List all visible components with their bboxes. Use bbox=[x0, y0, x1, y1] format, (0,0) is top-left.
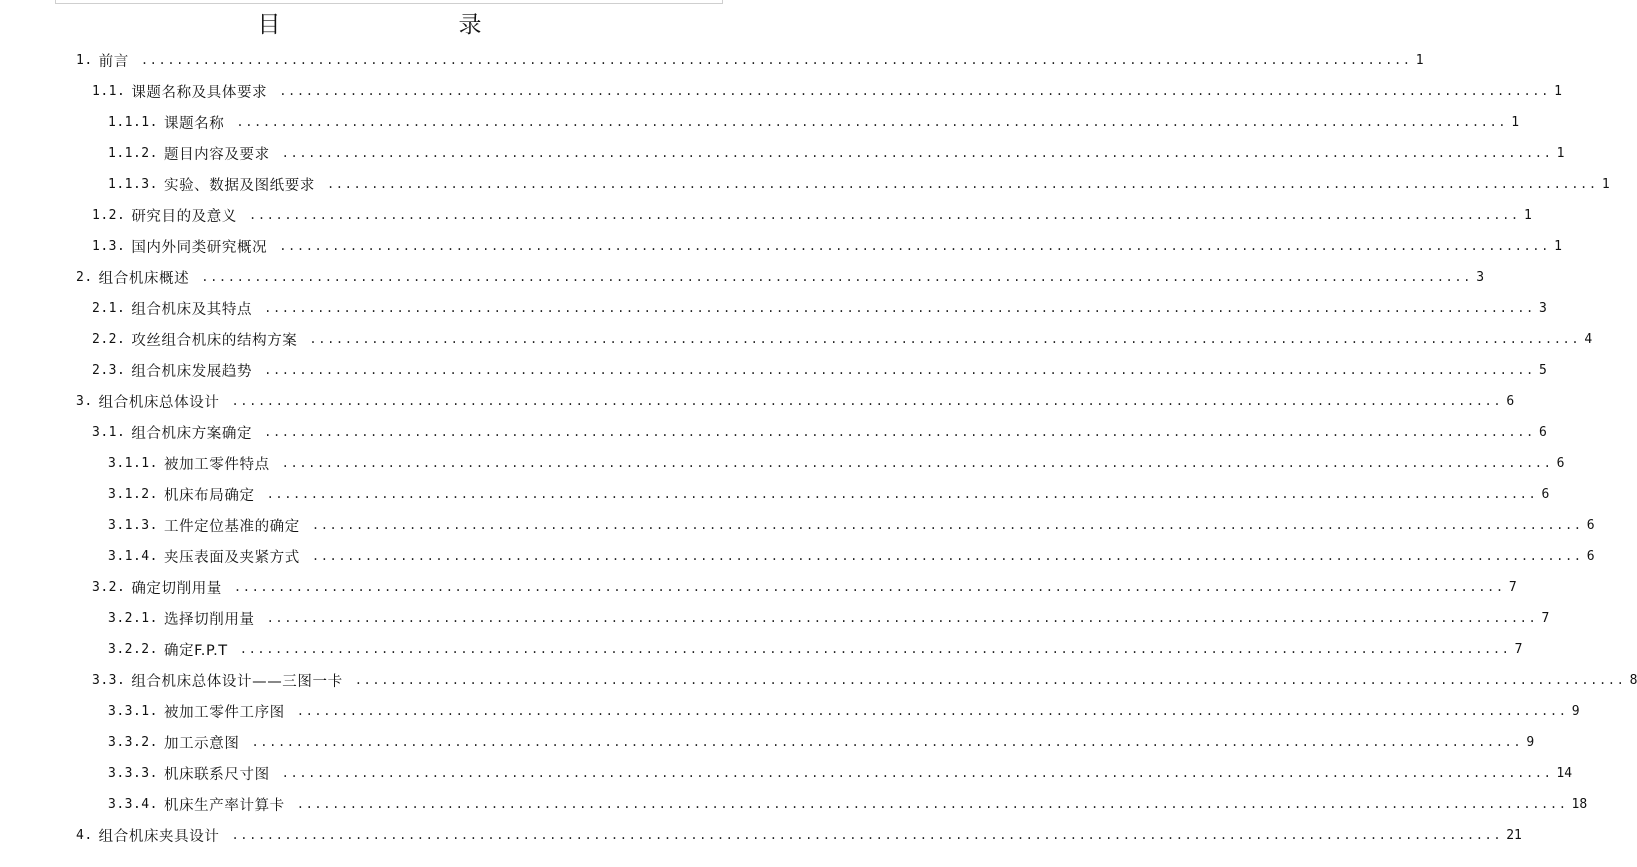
toc-entry-page-number: 6 bbox=[1586, 549, 1595, 564]
toc-entry-page-number: 6 bbox=[1539, 425, 1547, 440]
toc-entry[interactable] bbox=[76, 262, 1485, 293]
toc-leader-dots: ................................................................................................................................................ bbox=[296, 797, 1568, 811]
toc-entry-label: 研究目的及意义 bbox=[131, 209, 238, 225]
toc-entry-page-number: 3 bbox=[1539, 301, 1547, 316]
toc-entry-page-number: 6 bbox=[1506, 394, 1515, 409]
toc-entry-label: 机床联系尺寸图 bbox=[163, 767, 270, 783]
toc-entry-label: 组合机床总体设计 bbox=[98, 395, 220, 411]
toc-entry-number: 3.1. bbox=[92, 425, 126, 440]
toc-entry-number: 3.1.4. bbox=[108, 549, 158, 564]
toc-entry-page-number: 5 bbox=[1539, 363, 1547, 378]
toc-leader-dots: ................................................................................................................................................ bbox=[236, 115, 1508, 129]
toc-entry-number: 1. bbox=[76, 53, 93, 68]
toc-leader-dots: ................................................................................................................................................ bbox=[231, 828, 1503, 842]
toc-entry-number: 1.1.1. bbox=[108, 115, 158, 130]
toc-leader-dots: ................................................................................................................................................ bbox=[233, 580, 1505, 594]
toc-entry[interactable] bbox=[108, 510, 1595, 541]
toc-leader-dots: ................................................................................................................................................ bbox=[231, 394, 1503, 408]
toc-entry-label: 组合机床概述 bbox=[98, 271, 190, 287]
toc-entry-number: 3.3.3. bbox=[108, 766, 158, 781]
toc-entry-label: 组合机床方案确定 bbox=[131, 426, 253, 442]
toc-entry[interactable] bbox=[92, 76, 1562, 107]
toc-entry-number: 1.1.2. bbox=[108, 146, 158, 161]
toc-leader-dots: ................................................................................................................................................ bbox=[279, 84, 1550, 98]
toc-entry[interactable] bbox=[108, 479, 1550, 510]
toc-entry-number: 3.3.1. bbox=[108, 704, 158, 719]
toc-leader-dots: ................................................................................................................................................ bbox=[279, 239, 1550, 253]
toc-entry-page-number: 7 bbox=[1541, 611, 1550, 626]
toc-entry-number: 2.3. bbox=[92, 363, 126, 378]
toc-entry-page-number: 1 bbox=[1554, 239, 1562, 254]
page-corner-mark-right bbox=[722, 0, 723, 4]
toc-entry-number: 3.2.2. bbox=[108, 642, 158, 657]
toc-entry[interactable] bbox=[108, 541, 1595, 572]
toc-entry-page-number: 1 bbox=[1601, 177, 1610, 192]
toc-entry-number: 2. bbox=[76, 270, 93, 285]
toc-entry-label: 被加工零件工序图 bbox=[163, 705, 285, 721]
toc-entry-page-number: 9 bbox=[1526, 735, 1535, 750]
toc-leader-dots: ................................................................................................................................................ bbox=[251, 735, 1523, 749]
toc-entry[interactable] bbox=[92, 324, 1593, 355]
toc-leader-dots: ................................................................................................................................................ bbox=[311, 518, 1583, 532]
toc-entry-page-number: 1 bbox=[1523, 208, 1532, 223]
toc-entry-page-number: 14 bbox=[1556, 766, 1573, 781]
toc-leader-dots: ................................................................................................................................................ bbox=[266, 487, 1538, 501]
toc-entry-label: 加工示意图 bbox=[163, 736, 240, 752]
toc-entry-number: 3.3.4. bbox=[108, 797, 158, 812]
toc-entry-page-number: 1 bbox=[1415, 53, 1424, 68]
toc-entry[interactable] bbox=[108, 448, 1565, 479]
toc-leader-dots: ................................................................................................................................................ bbox=[296, 704, 1568, 718]
toc-entry-number: 3.2.1. bbox=[108, 611, 158, 626]
toc-entry[interactable] bbox=[76, 45, 1424, 76]
toc-entry-page-number: 9 bbox=[1571, 704, 1580, 719]
toc-entry[interactable] bbox=[108, 696, 1580, 727]
toc-entry-label: 确定切削用量 bbox=[131, 581, 222, 597]
toc-entry-number: 3.3. bbox=[92, 673, 126, 688]
toc-entry-page-number: 21 bbox=[1506, 828, 1522, 843]
toc-entry[interactable] bbox=[76, 820, 1522, 851]
toc-leader-dots: ................................................................................................................................................ bbox=[264, 363, 1535, 377]
toc-entry[interactable] bbox=[92, 417, 1547, 448]
toc-leader-dots: ................................................................................................................................................ bbox=[264, 425, 1535, 439]
toc-leader-dots: ................................................................................................................................................ bbox=[281, 456, 1553, 470]
toc-entry-number: 1.2. bbox=[92, 208, 126, 223]
toc-entry-label: 组合机床夹具设计 bbox=[98, 829, 220, 845]
toc-leader-dots: ................................................................................................................................................ bbox=[354, 673, 1626, 687]
toc-entry-label: 攻丝组合机床的结构方案 bbox=[131, 333, 298, 349]
toc-entry[interactable] bbox=[108, 758, 1573, 789]
toc-entry-page-number: 6 bbox=[1586, 518, 1595, 533]
toc-entry[interactable] bbox=[108, 603, 1550, 634]
toc-entry-label: 机床布局确定 bbox=[163, 488, 255, 504]
toc-entry[interactable] bbox=[92, 665, 1637, 696]
toc-entry[interactable] bbox=[92, 355, 1547, 386]
toc-entry-label: 被加工零件特点 bbox=[163, 457, 270, 473]
toc-entry-number: 3.3.2. bbox=[108, 735, 158, 750]
toc-entry[interactable] bbox=[92, 293, 1547, 324]
toc-entry-label: 课题名称 bbox=[163, 116, 225, 132]
toc-entry-page-number: 1 bbox=[1511, 115, 1520, 130]
toc-entry-page-number: 7 bbox=[1514, 642, 1523, 657]
toc-entry-number: 2.2. bbox=[92, 332, 126, 347]
toc-entry-number: 3.1.1. bbox=[108, 456, 158, 471]
toc-entry-page-number: 6 bbox=[1541, 487, 1550, 502]
toc-leader-dots: ................................................................................................................................................ bbox=[311, 549, 1583, 563]
toc-entry[interactable] bbox=[108, 138, 1565, 169]
toc-leader-dots: ................................................................................................................................................ bbox=[201, 270, 1473, 284]
toc-entry-label: 选择切削用量 bbox=[163, 612, 255, 628]
toc-entry-number: 1.1. bbox=[92, 84, 126, 99]
toc-entry-label: 题目内容及要求 bbox=[163, 147, 270, 163]
toc-entry-label: 夹压表面及夹紧方式 bbox=[163, 550, 300, 566]
toc-entry-page-number: 4 bbox=[1584, 332, 1593, 347]
toc-entry-label: 组合机床发展趋势 bbox=[131, 364, 253, 380]
toc-entry[interactable] bbox=[108, 107, 1520, 138]
toc-entry[interactable] bbox=[108, 727, 1535, 758]
toc-entry-number: 1.1.3. bbox=[108, 177, 158, 192]
toc-entry-label: 机床生产率计算卡 bbox=[163, 798, 285, 814]
toc-entry[interactable] bbox=[76, 386, 1515, 417]
toc-entry[interactable] bbox=[108, 634, 1523, 665]
toc-entry-label: 确定F.P.T bbox=[163, 643, 228, 659]
toc-entry-label: 组合机床及其特点 bbox=[131, 302, 253, 318]
toc-leader-dots: ................................................................................................................................................ bbox=[281, 766, 1553, 780]
toc-title: 目 录 bbox=[257, 12, 526, 38]
toc-entry-number: 3.1.2. bbox=[108, 487, 158, 502]
toc-entry-number: 2.1. bbox=[92, 301, 126, 316]
toc-entry-label: 前言 bbox=[98, 54, 129, 70]
toc-entry-label: 国内外同类研究概况 bbox=[131, 240, 268, 256]
toc-leader-dots: ................................................................................................................................................ bbox=[326, 177, 1598, 191]
toc-entry[interactable] bbox=[108, 169, 1610, 200]
toc-leader-dots: ................................................................................................................................................ bbox=[281, 146, 1553, 160]
toc-entry-number: 1.3. bbox=[92, 239, 126, 254]
page-corner-mark-left bbox=[55, 0, 56, 4]
toc-entry-number: 3.1.3. bbox=[108, 518, 158, 533]
page-top-rule bbox=[55, 3, 723, 4]
toc-entry-page-number: 18 bbox=[1571, 797, 1588, 812]
toc-leader-dots: ................................................................................................................................................ bbox=[140, 53, 1412, 67]
toc-leader-dots: ................................................................................................................................................ bbox=[239, 642, 1511, 656]
toc-leader-dots: ................................................................................................................................................ bbox=[249, 208, 1520, 222]
toc-entry-label: 工件定位基准的确定 bbox=[163, 519, 300, 535]
toc-entry-page-number: 7 bbox=[1508, 580, 1517, 595]
toc-entry[interactable] bbox=[108, 789, 1588, 820]
toc-entry[interactable] bbox=[92, 200, 1532, 231]
toc-entry-page-number: 8 bbox=[1629, 673, 1637, 688]
toc-entry-label: 课题名称及具体要求 bbox=[131, 85, 268, 101]
toc-entry-label: 实验、数据及图纸要求 bbox=[163, 178, 315, 194]
toc-entry-page-number: 1 bbox=[1556, 146, 1565, 161]
toc-entry-number: 3.2. bbox=[92, 580, 126, 595]
toc-entry-page-number: 1 bbox=[1554, 84, 1562, 99]
toc-entry-number: 4. bbox=[76, 828, 93, 843]
toc-entry-page-number: 6 bbox=[1556, 456, 1565, 471]
toc-leader-dots: ................................................................................................................................................ bbox=[309, 332, 1581, 346]
toc-leader-dots: ................................................................................................................................................ bbox=[264, 301, 1535, 315]
toc-entry-number: 3. bbox=[76, 394, 93, 409]
toc-entry[interactable] bbox=[92, 572, 1517, 603]
toc-entry[interactable] bbox=[92, 231, 1562, 262]
toc-entry-page-number: 3 bbox=[1476, 270, 1485, 285]
toc-entry-label: 组合机床总体设计——三图一卡 bbox=[131, 674, 343, 690]
toc-leader-dots: ................................................................................................................................................ bbox=[266, 611, 1538, 625]
